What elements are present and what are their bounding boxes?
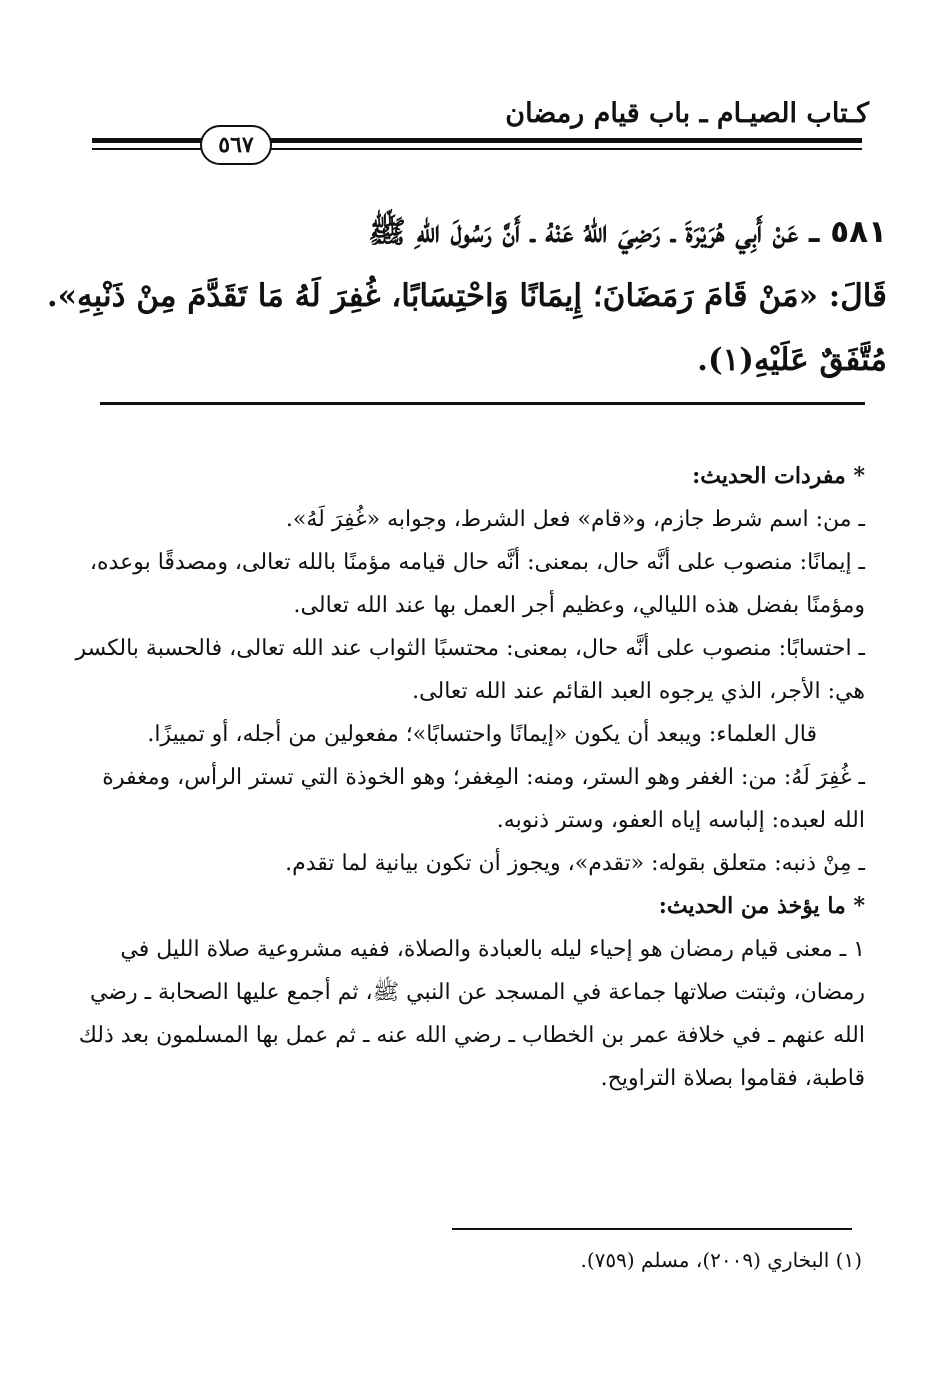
footnote: (١) البخاري (٢٠٠٩)، مسلم (٧٥٩).	[580, 1248, 862, 1272]
hadith-number: ٥٨١ ـ	[808, 214, 887, 250]
hadith-text	[46, 200, 887, 392]
running-header: كـتاب الصيـام ـ باب قيام رمضان	[505, 98, 869, 129]
vocab-item-min-dhanbih: ـ مِنْ ذنبه: متعلق بقوله: «تقدم»، ويجوز أن تكون بيانية لما تقدم.	[285, 851, 865, 876]
vocab-item-imanan: ـ إيمانًا: منصوب على أنَّه حال، بمعنى: أنَّه حال قيامه مؤمنًا بالله تعالى، ومصدقًا بوعده، ومؤمنًا بفضل هذه الليالي، وعظيم أجر العمل بها عند الله تعالى.	[89, 550, 865, 618]
hadith-line-2: قَالَ: «مَنْ قَامَ رَمَضَانَ؛ إِيمَانًا وَاحْتِسَابًا، غُفِرَ لَهُ مَا تَقَدَّمَ مِنْ ذَنْبِهِ».	[46, 278, 887, 314]
page-number: ٥٦٧	[200, 125, 272, 165]
lessons-heading: * ما يؤخذ من الحديث:	[658, 893, 865, 919]
hadith-line-3: مُتَّفَقٌ عَلَيْهِ(١).	[697, 342, 887, 378]
vocab-item-ulama: قال العلماء: ويبعد أن يكون «إيمانًا واحتسابًا»؛ مفعولين من أجله، أو تمييزًا.	[147, 722, 817, 747]
hadith-line-1	[77, 200, 887, 264]
commentary	[75, 455, 865, 1100]
vocab-item-man: ـ من: اسم شرط جازم، و«قام» فعل الشرط، وجوابه «غُفِرَ لَهُ».	[285, 507, 865, 532]
vocab-item-ihtisaban: ـ احتسابًا: منصوب على أنَّه حال، بمعنى: محتسبًا الثواب عند الله تعالى، فالحسبة بالكسر هي: الأجر، الذي يرجوه العبد القائم عند الله تعالى.	[75, 636, 865, 704]
vocab-item-ghufira: ـ غُفِرَ لَهُ: من: الغفر وهو الستر، ومنه: المِغفر؛ وهو الخوذة التي تستر الرأس، ومغفرة الله لعبده: إلباسه إياه العفو، وستر ذنوبه.	[102, 765, 865, 833]
hadith-line-1-text: عَنْ أَبِي هُرَيْرَةَ ـ رَضِيَ اللهُ عَنْهُ ـ أَنَّ رَسُولَ اللهِ ﷺ	[368, 214, 799, 250]
vocab-heading: * مفردات الحديث:	[692, 463, 865, 489]
section-divider	[100, 402, 865, 405]
lesson-item-1: ١ ـ معنى قيام رمضان هو إحياء ليله بالعبادة والصلاة، ففيه مشروعية صلاة الليل في رمضان، وثبتت صلاتها جماعة في المسجد عن النبي ﷺ، ثم أجمع عليها الصحابة ـ رضي الله عنهم ـ في خلافة عمر بن الخطاب ـ رضي الله عنه ـ ثم عمل بها المسلمون بعد ذلك قاطبة، فقاموا بصلاة التراويح.	[78, 937, 865, 1091]
footnote-rule	[452, 1228, 852, 1230]
